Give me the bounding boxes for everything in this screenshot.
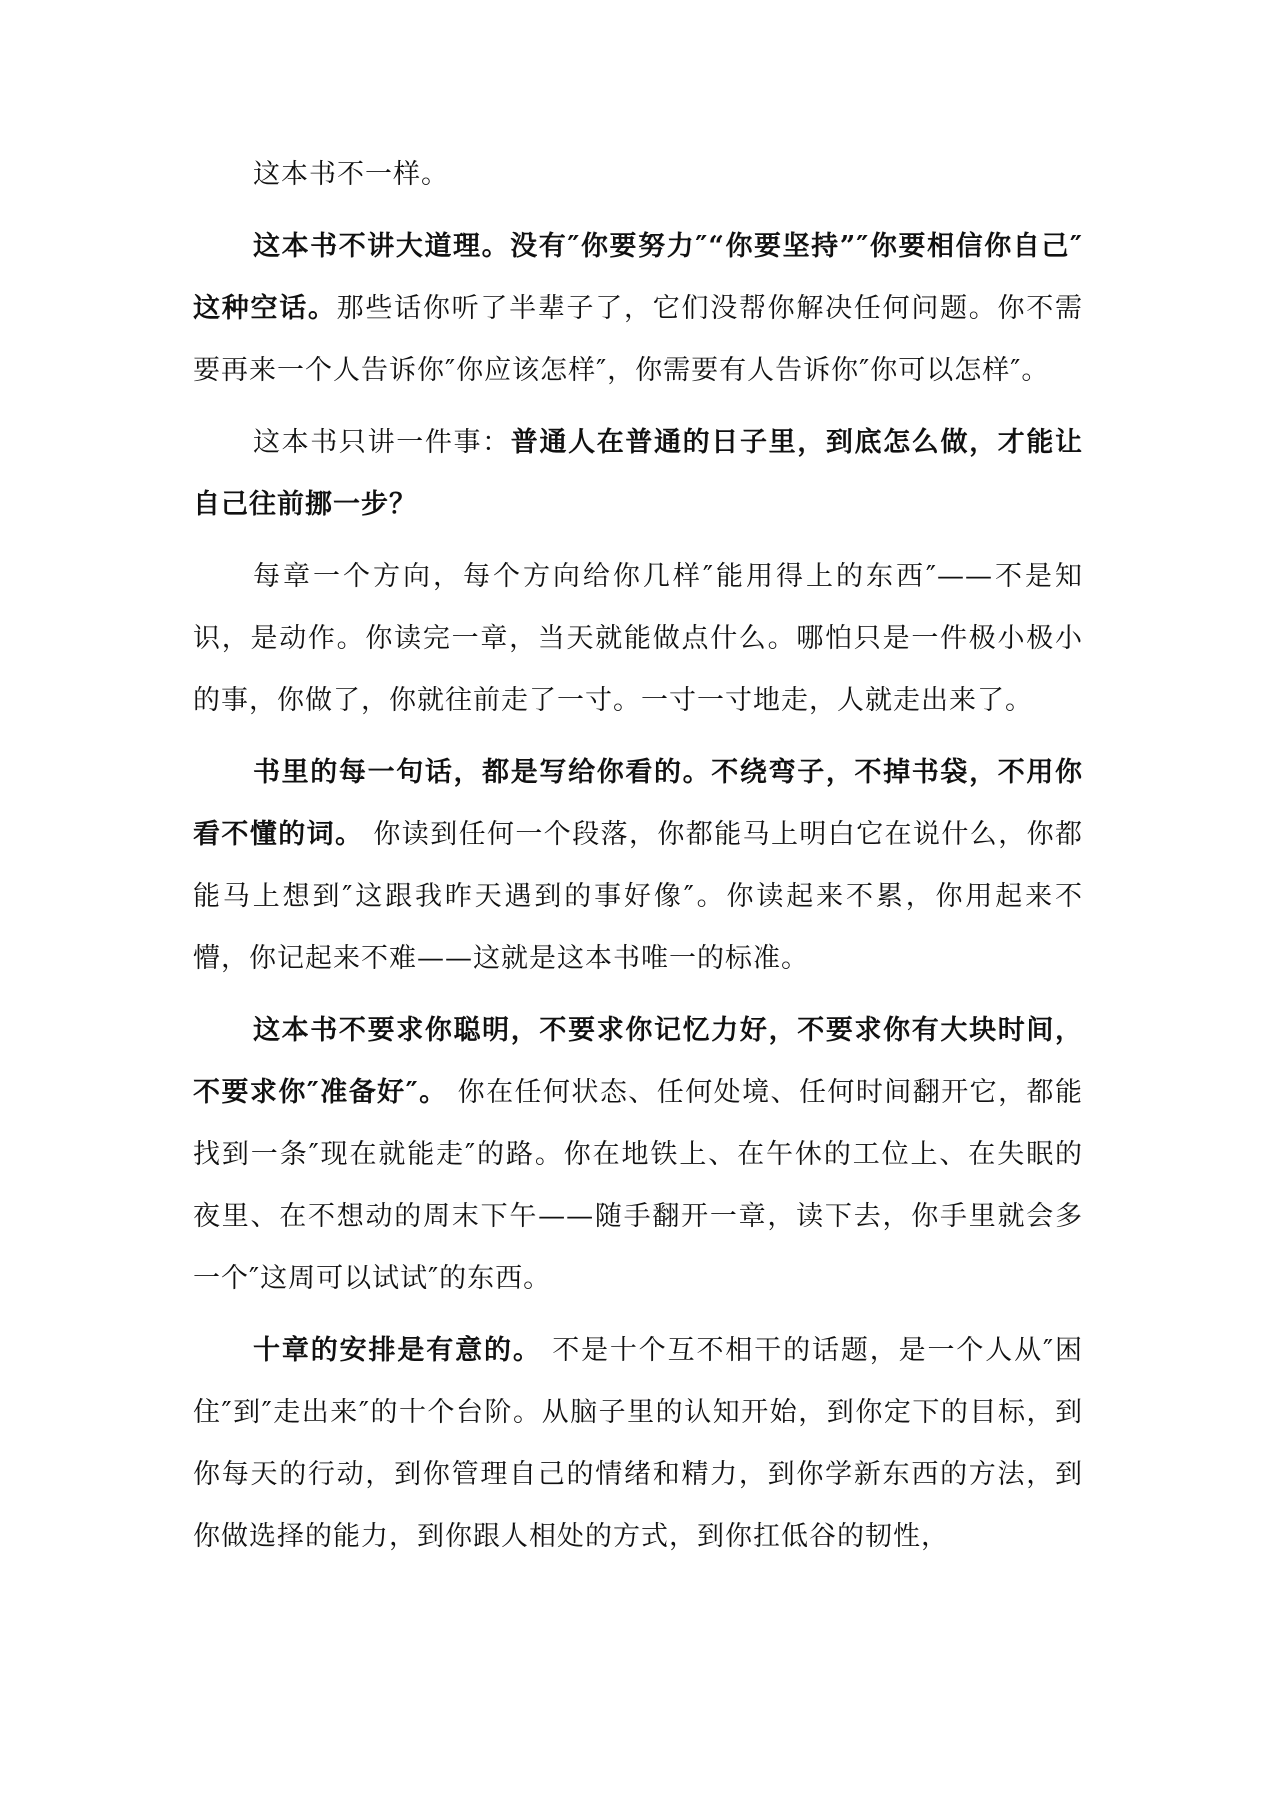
- paragraph-4: [193, 546, 1083, 732]
- paragraph-1: [193, 144, 1083, 206]
- paragraph-5-run-2: 你读到任何一个段落，你都能马上明白它在说什么，你都能马上想到″这跟我昨天遇到的事好像″。你读起来不累，你用起来不懵，你记起来不难——这就是这本书唯一的标准。: [193, 819, 1083, 974]
- paragraph-7: [193, 1320, 1083, 1568]
- paragraph-2-run-1-bold: 这本书不讲大道理。没有″你要努力″“你要坚持”″你要相信你自己″这种空话。: [193, 231, 1083, 324]
- paragraph-5-run-1-bold: 书里的每一句话，都是写给你看的。不绕弯子，不掉书袋，不用你看不懂的词。: [193, 757, 1083, 850]
- paragraph-6-run-1-bold: 这本书不要求你聪明，不要求你记忆力好，不要求你有大块时间，不要求你″准备好″。: [193, 1015, 1083, 1108]
- paragraph-7-run-2: 不是十个互不相干的话题，是一个人从″困住″到″走出来″的十个台阶。从脑子里的认知开始，到你定下的目标，到你每天的行动，到你管理自己的情绪和精力，到你学新东西的方法，到你做选择的能力，到你跟人相处的方式，到你扛低谷的韧性，: [193, 1335, 1083, 1552]
- paragraph-7-run-1-bold: 十章的安排是有意的。: [253, 1335, 542, 1366]
- paragraph-3-run-2-bold: 普通人在普通的日子里，到底怎么做，才能让自己往前挪一步？: [193, 427, 1084, 520]
- paragraph-5: [193, 742, 1083, 990]
- paragraph-3-run-1: 这本书只讲一件事：: [253, 427, 511, 458]
- paragraph-4-run-1: 每章一个方向，每个方向给你几样″能用得上的东西″——不是知识，是动作。你读完一章，当天就能做点什么。哪怕只是一件极小极小的事，你做了，你就往前走了一寸。一寸一寸地走，人就走出来了。: [193, 561, 1083, 716]
- paragraph-1-run-1: 这本书不一样。: [253, 159, 449, 190]
- document-page: [193, 144, 1083, 1578]
- paragraph-3: [193, 412, 1083, 536]
- paragraph-2: [193, 216, 1083, 402]
- paragraph-2-run-2: 那些话你听了半辈子了，它们没帮你解决任何问题。你不需要再来一个人告诉你″你应该怎样″，你需要有人告诉你″你可以怎样″。: [193, 293, 1084, 386]
- paragraph-6-run-2: 你在任何状态、任何处境、任何时间翻开它，都能找到一条″现在就能走″的路。你在地铁上、在午休的工位上、在失眠的夜里、在不想动的周末下午——随手翻开一章，读下去，你手里就会多一个″这周可以试试″的东西。: [193, 1077, 1083, 1294]
- paragraph-6: [193, 1000, 1083, 1310]
